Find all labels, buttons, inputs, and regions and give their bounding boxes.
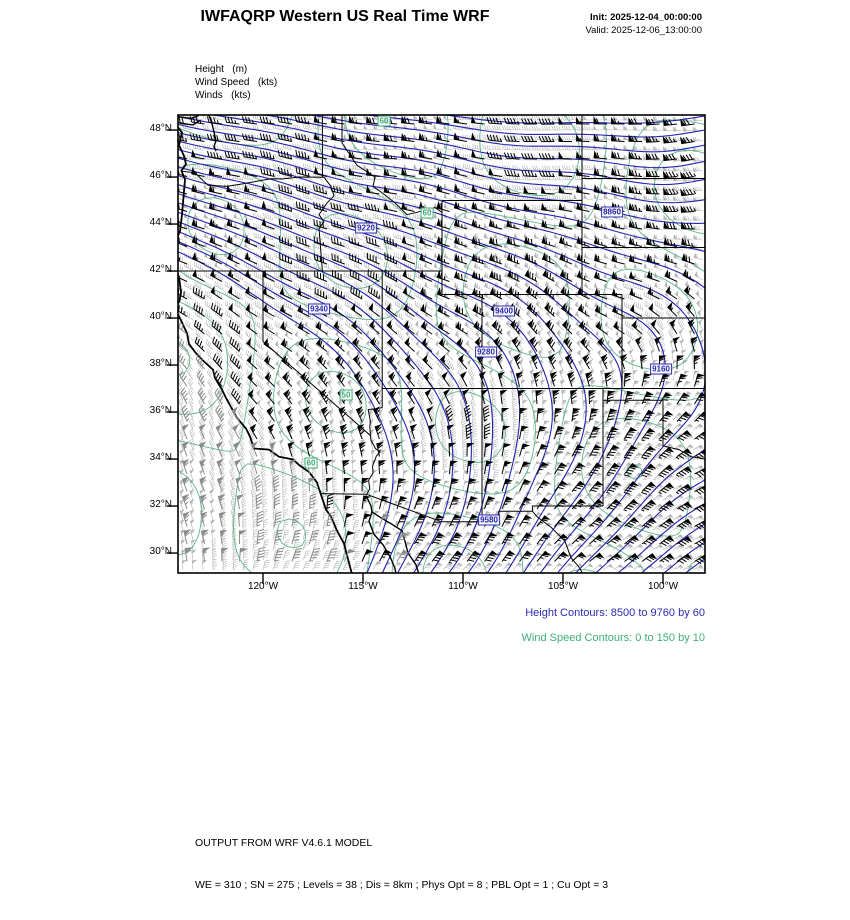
lon-tick-label: 105°W	[547, 581, 579, 592]
height-contour-label: 9160	[652, 364, 670, 374]
height-contour-label: 9280	[477, 347, 495, 357]
legend-line: Height (m)	[195, 64, 248, 75]
page-title: IWFAQRP Western US Real Time WRF	[200, 8, 490, 25]
height-contour-label: 8860	[603, 207, 621, 217]
lon-tick-label: 120°W	[247, 581, 279, 592]
height-contour-label: 9580	[480, 515, 498, 525]
lat-tick-label: 44°N	[149, 217, 172, 229]
init-datetime: Init: 2025-12-04_00:00:00	[590, 12, 702, 23]
lon-tick-label: 115°W	[348, 581, 378, 592]
run-times	[585, 11, 702, 37]
footer-model-line: OUTPUT FROM WRF V4.6.1 MODEL	[195, 837, 373, 849]
lat-tick-label: 30°N	[149, 546, 172, 558]
lat-tick-label: 48°N	[149, 123, 172, 135]
wind-speed-contour-label: 60	[379, 116, 389, 126]
legend-line: Winds (kts)	[195, 90, 251, 101]
coastline	[366, 496, 396, 575]
valid-datetime: Valid: 2025-12-06_13:00:00	[585, 25, 702, 36]
height-contour-note: Height Contours: 8500 to 9760 by 60	[525, 607, 705, 619]
map-layers	[168, 114, 713, 575]
wind-speed-contour-label: 50	[341, 390, 351, 400]
map-canvas	[158, 115, 725, 593]
wind-speed-contour-label: 60	[422, 208, 432, 218]
lat-tick-label: 32°N	[149, 499, 172, 511]
legend-line: Wind Speed (kts)	[195, 77, 278, 88]
lat-tick-label: 38°N	[149, 358, 172, 370]
height-contour-label: 9220	[357, 223, 375, 233]
lat-tick-label: 34°N	[149, 452, 172, 464]
state-border	[321, 494, 367, 495]
lat-tick-label: 40°N	[149, 311, 172, 323]
field-legend	[195, 63, 277, 102]
land-wind-barbs	[173, 116, 709, 564]
footer	[195, 808, 608, 920]
lat-tick-label: 36°N	[149, 405, 172, 417]
height-contour-label: 9340	[310, 304, 328, 314]
height-contour-label: 9400	[495, 306, 513, 316]
map-panel	[178, 115, 705, 573]
lon-tick-label: 110°W	[448, 581, 478, 592]
lat-tick-label: 42°N	[149, 264, 172, 276]
wind-speed-contour-note: Wind Speed Contours: 0 to 150 by 10	[521, 632, 705, 644]
lat-tick-label: 46°N	[149, 170, 172, 182]
wind-speed-contour-label: 60	[306, 458, 316, 468]
footer-config-line: WE = 310 ; SN = 275 ; Levels = 38 ; Dis = 8km ; Phys Opt = 8 ; PBL Opt = 1 ; Cu Opt = 3	[195, 879, 609, 891]
lon-tick-label: 100°W	[647, 581, 679, 592]
